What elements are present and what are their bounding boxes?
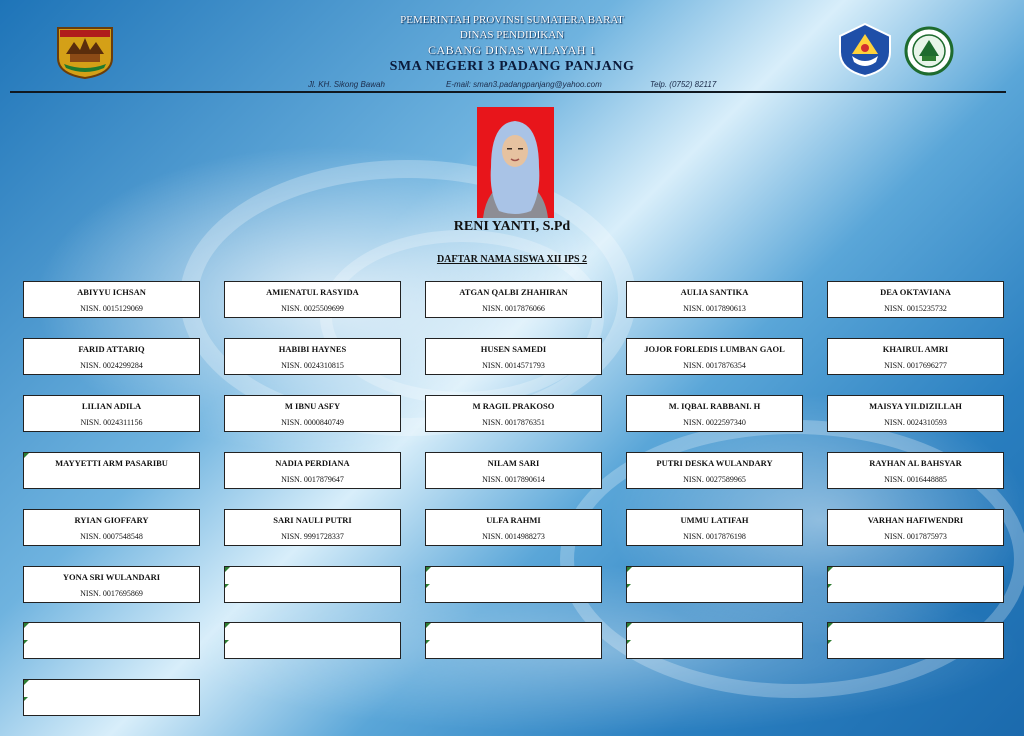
cell-marker-icon [24,640,28,644]
cell-marker-icon [627,640,631,644]
student-name: VARHAN HAFIWENDRI [867,515,964,525]
cell-marker-icon [24,623,29,628]
student-name: MAISYA YILDIZILLAH [869,401,962,411]
student-card [626,566,803,603]
student-card [23,622,200,659]
student-card [224,566,401,603]
student-nisn: NISN. 0017876198 [683,532,746,541]
student-name: AMIENATUL RASYIDA [266,287,359,297]
student-name: YONA SRI WULANDARI [62,572,161,582]
student-card [626,452,803,489]
student-card [827,395,1004,432]
student-name: ATGAN QALBI ZHAHIRAN [459,287,568,297]
student-name: M IBNU ASFY [284,401,341,411]
student-name: ULFA RAHMI [486,515,541,525]
cell-marker-icon [24,697,28,701]
student-name: NADIA PERDIANA [275,458,350,468]
cell-marker-icon [828,623,833,628]
cell-marker-icon [627,567,632,572]
student-card [425,452,602,489]
student-name: HABIBI HAYNES [278,344,347,354]
student-nisn: NISN. 0024310593 [884,418,947,427]
student-card [626,622,803,659]
header-government: PEMERINTAH PROVINSI SUMATERA BARAT [400,14,624,26]
student-nisn: NISN. 0017875973 [884,532,947,541]
student-name: KHAIRUL AMRI [882,344,949,354]
student-nisn: NISN. 0027589965 [683,475,746,484]
cell-marker-icon [225,623,230,628]
student-nisn: NISN. 0007548548 [80,532,143,541]
student-card [626,281,803,318]
header-school-name: SMA NEGERI 3 PADANG PANJANG [389,59,635,74]
student-card [23,679,200,716]
student-nisn: NISN. 0025509699 [281,304,344,313]
student-card [626,509,803,546]
student-card [23,338,200,375]
student-name: MAYYETTI ARM PASARIBU [55,458,168,468]
student-name: AULIA SANTIKA [680,287,749,297]
student-card [224,281,401,318]
cell-marker-icon [225,584,229,588]
student-nisn: NISN. 0017876354 [683,361,746,370]
student-card [425,509,602,546]
student-name: RAYHAN AL BAHSYAR [869,458,962,468]
cell-marker-icon [24,453,29,458]
student-card [827,509,1004,546]
cell-marker-icon [24,680,29,685]
student-name: JOJOR FORLEDIS LUMBAN GAOL [644,344,785,354]
header-address: Jl. KH. Sikong Bawah [308,80,385,89]
student-name: NILAM SARI [487,458,540,468]
student-nisn: NISN. 0017696277 [884,361,947,370]
cell-marker-icon [225,567,230,572]
student-nisn: NISN. 0017695869 [80,589,143,598]
cell-marker-icon [426,640,430,644]
student-nisn: NISN. 0015235732 [884,304,947,313]
student-card [224,452,401,489]
cell-marker-icon [225,640,229,644]
student-card [425,566,602,603]
student-card [23,566,200,603]
student-name: SARI NAULI PUTRI [273,515,352,525]
student-card [827,338,1004,375]
cell-marker-icon [627,623,632,628]
student-name: LILIAN ADILA [81,401,142,411]
student-card [23,281,200,318]
student-nisn: NISN. 0016448885 [884,475,947,484]
student-card [23,452,200,489]
student-card [827,281,1004,318]
student-card [224,395,401,432]
header-phone: Telp. (0752) 82117 [650,80,717,89]
student-nisn: NISN. 9991728337 [281,532,344,541]
student-name: ABIYYU ICHSAN [77,287,146,297]
header-branch: CABANG DINAS WILAYAH 1 [427,43,596,57]
student-name: PUTRI DESKA WULANDARY [656,458,773,468]
student-name: FARID ATTARIQ [78,344,145,354]
student-card [23,509,200,546]
student-card [827,622,1004,659]
student-card [23,395,200,432]
student-card [224,338,401,375]
student-card [425,395,602,432]
student-name: M. IQBAL RABBANI. H [668,401,761,411]
cell-marker-icon [426,623,431,628]
cell-marker-icon [828,640,832,644]
student-name: HUSEN SAMEDI [480,344,547,354]
cell-marker-icon [828,584,832,588]
student-card [425,281,602,318]
student-card [425,338,602,375]
student-name: DEA OKTAVIANA [880,287,951,297]
student-card [224,622,401,659]
student-nisn: NISN. 0015129069 [80,304,143,313]
student-nisn: NISN. 0024311156 [80,418,143,427]
cell-marker-icon [627,584,631,588]
student-nisn: NISN. 0014571793 [482,361,545,370]
student-name: UMMU LATIFAH [680,515,749,525]
student-nisn: NISN. 0014988273 [482,532,545,541]
student-nisn: NISN. 0024310815 [281,361,344,370]
student-card [827,566,1004,603]
student-nisn: NISN. 0017876351 [482,418,545,427]
header-email: E-mail: sman3.padangpanjang@yahoo.com [446,80,602,89]
student-nisn: NISN. 0017879647 [281,475,344,484]
student-card [827,452,1004,489]
header-department: DINAS PENDIDIKAN [459,29,565,41]
student-nisn: NISN. 0017890613 [683,304,746,313]
student-nisn: NISN. 0017890614 [482,475,545,484]
teacher-name: RENI YANTI, S.Pd [453,219,571,234]
student-nisn: NISN. 0024299284 [80,361,143,370]
student-card [224,509,401,546]
student-nisn: NISN. 0017876066 [482,304,545,313]
cell-marker-icon [426,567,431,572]
student-name: RYIAN GIOFFARY [74,515,149,525]
student-card [626,338,803,375]
student-card [626,395,803,432]
student-card [425,622,602,659]
cell-marker-icon [426,584,430,588]
student-name: M RAGIL PRAKOSO [472,401,555,411]
cell-marker-icon [828,567,833,572]
student-nisn: NISN. 0000840749 [281,418,344,427]
student-list-title: DAFTAR NAMA SISWA XII IPS 2 [436,254,588,265]
student-nisn: NISN. 0022597340 [683,418,746,427]
